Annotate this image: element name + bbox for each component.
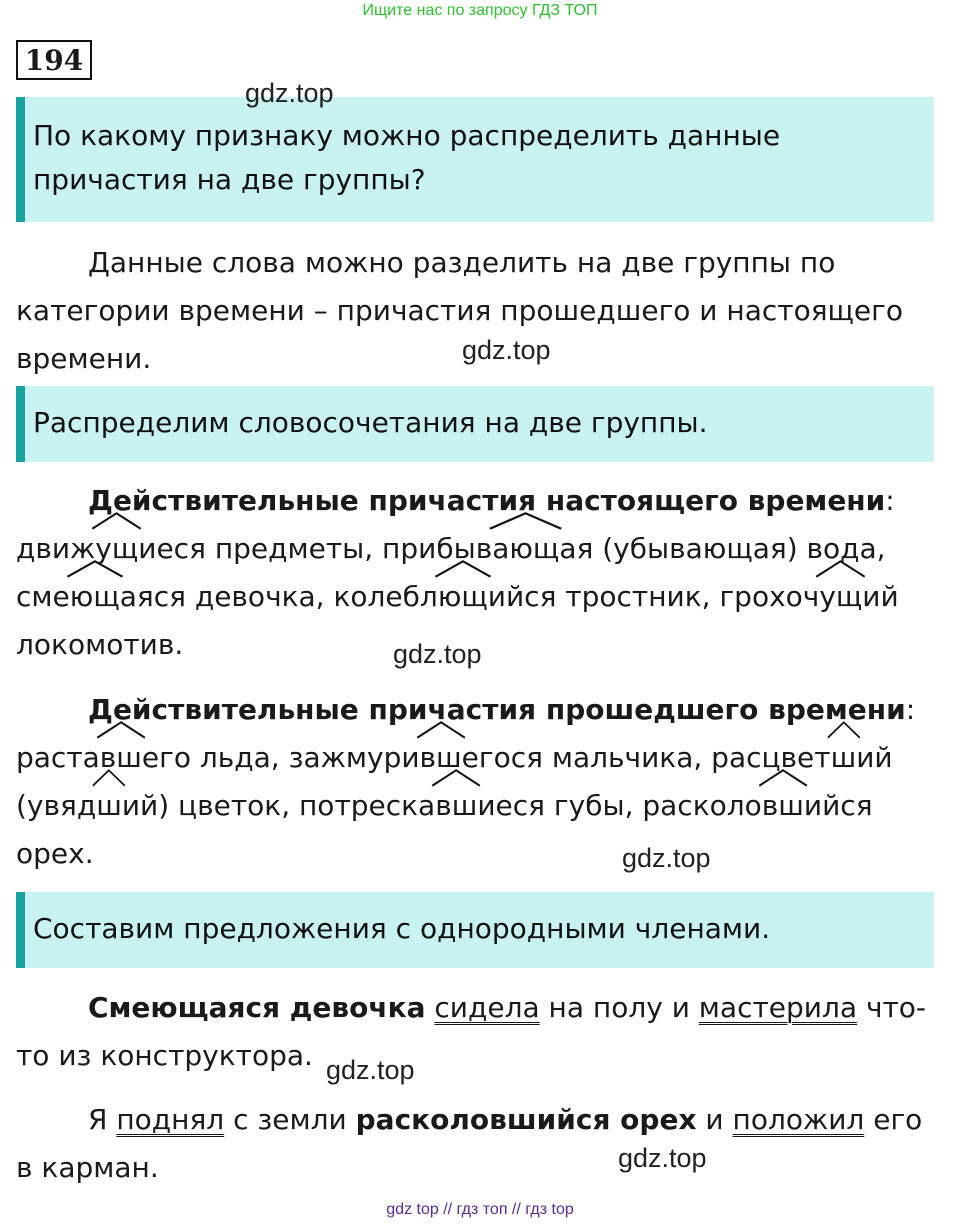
watermark: gdz.top <box>622 843 711 873</box>
section-heading: Действительные причастия прошедшего времени <box>88 693 906 726</box>
watermark: gdz.top <box>326 1055 415 1085</box>
task-number: 194 <box>16 40 92 80</box>
phrase: колеблющ ийся тростник, <box>333 580 719 613</box>
watermark: gdz.top <box>245 78 334 108</box>
predicate: мастерила <box>698 991 858 1024</box>
question-box-3 <box>16 892 934 968</box>
answer-text: Данные слова можно разделить на две группы по категории времени – причастия прошедшего и настоящего времени. <box>16 246 903 375</box>
predicate: сидела <box>434 991 540 1024</box>
phrase: грохочущ ий <box>719 580 898 613</box>
past-participles-section: Действительные причастия прошедшего времени: раставш его льда, зажмуривш егося мальчика, расцветш ий (увядш ий) цветок, потрескавш иеся губы, расколовш ийся орех. <box>16 693 916 870</box>
phrase: прибывающ ая (убывающая) вода, <box>382 532 886 565</box>
phrase: локомотив. <box>16 628 184 661</box>
footer-links[interactable]: gdz top // гдз топ // гдз top <box>386 1201 574 1218</box>
question-text: Составим предложения с однородными членами. <box>33 912 771 945</box>
phrase: движущ иеся предметы, <box>16 532 382 565</box>
phrase: расколовш ийся <box>642 789 872 822</box>
watermark: gdz.top <box>393 639 482 669</box>
question-box-2 <box>16 386 934 462</box>
phrase: (увядш ий) цветок, <box>16 789 299 822</box>
example-sentence-2: Я поднял с земли расколовшийся орех и положил его в карман. <box>16 1103 923 1184</box>
phrase: смеющ аяся девочка, <box>16 580 333 613</box>
predicate: поднял <box>116 1103 225 1136</box>
question-box-1 <box>16 97 934 222</box>
sentence-subject: Смеющаяся девочка <box>88 991 426 1024</box>
phrase: расцветш ий <box>711 741 892 774</box>
search-promo-link[interactable]: Ищите нас по запросу ГДЗ ТОП <box>362 2 598 19</box>
section-heading: Действительные причастия настоящего времени <box>88 484 886 517</box>
watermark: gdz.top <box>462 335 551 365</box>
phrase: потрескавш иеся губы, <box>299 789 642 822</box>
phrase: раставш его льда, <box>16 741 289 774</box>
present-participles-section: Действительные причастия настоящего времени: движущ иеся предметы, прибывающ ая (убывающая) вода, смеющ аяся девочка, колеблющ ийся тростник, грохочущ ий локомотив. <box>16 484 899 661</box>
predicate: положил <box>732 1103 865 1136</box>
question-text: По какому признаку можно распределить данные причастия на две группы? <box>33 119 781 196</box>
question-text: Распределим словосочетания на две группы. <box>33 406 708 439</box>
phrase: зажмуривш егося мальчика, <box>289 741 712 774</box>
example-sentence-1: Смеющаяся девочка сидела на полу и мастерила что-то из конструктора. <box>16 991 927 1072</box>
sentence-object: расколовшийся орех <box>355 1103 697 1136</box>
watermark: gdz.top <box>618 1143 707 1173</box>
phrase: орех. <box>16 837 94 870</box>
